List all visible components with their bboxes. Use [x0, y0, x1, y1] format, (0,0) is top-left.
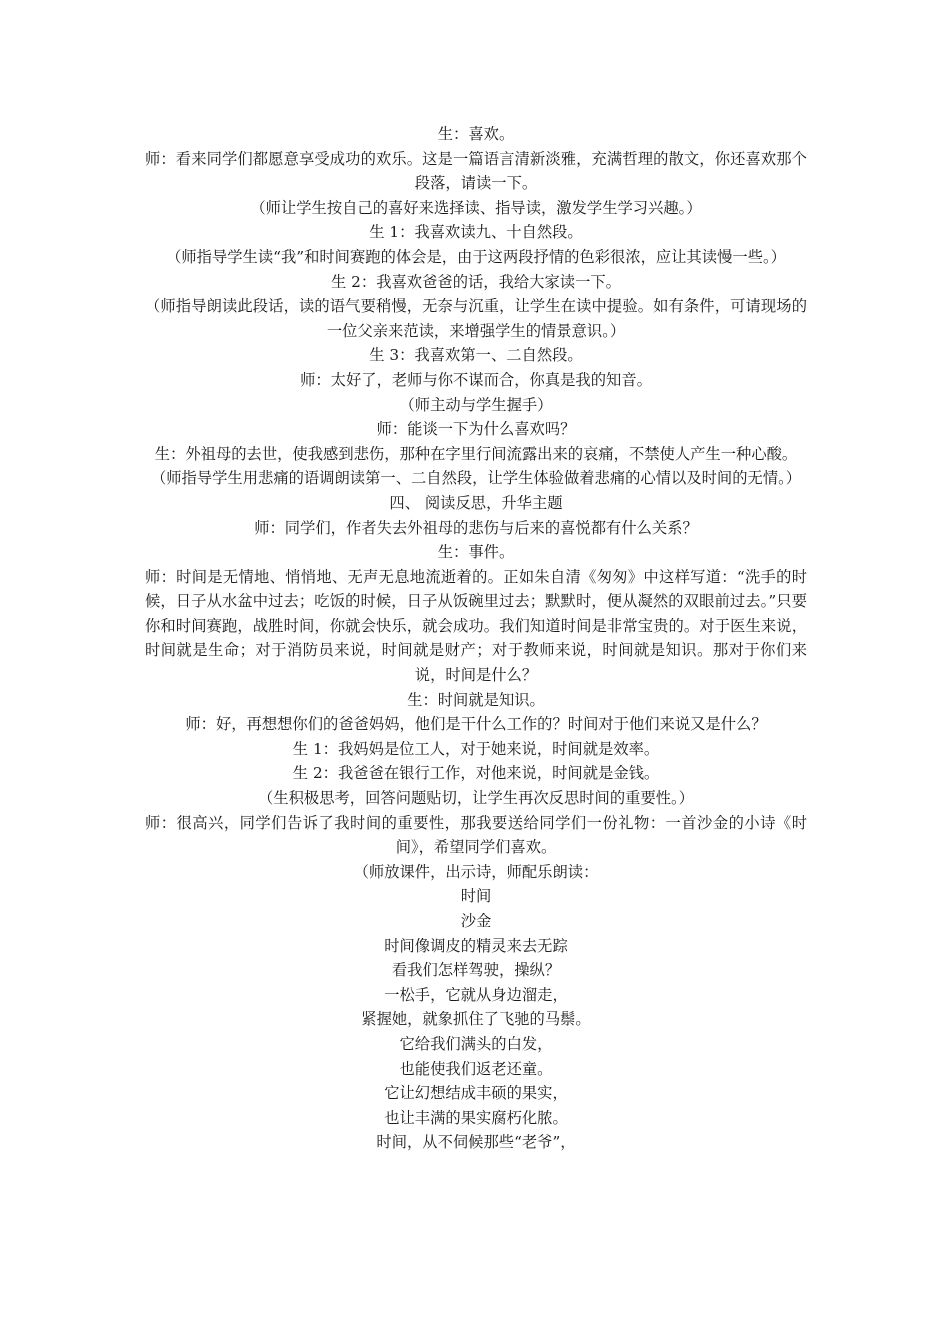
stage-note: （生积极思考，回答问题贴切，让学生再次反思时间的重要性。） — [258, 789, 694, 808]
stage-note: （师让学生按自己的喜好来选择读、指导读，激发学生学习兴趣。） — [250, 198, 702, 217]
dialogue-line: 生 1：我喜欢读九、十自然段。 — [369, 223, 583, 242]
poem-author: 沙金 — [460, 912, 492, 930]
teacher-line: 师：能谈一下为什么喜欢吗？ — [376, 420, 576, 439]
dialogue-line: 生：外祖母的去世，使我感到悲伤，那种在字里行间流露出来的哀痛，不禁使人产生一种心酸。 — [154, 444, 798, 463]
stage-note: （师主动与学生握手） — [399, 395, 553, 414]
teacher-line: 师：太好了，老师与你不谋而合，你真是我的知音。 — [300, 370, 652, 389]
document-page — [145, 122, 807, 1155]
dialogue-line: 生 2：我喜欢爸爸的话，我给大家读一下。 — [331, 272, 621, 291]
dialogue-line: 生 3：我喜欢第一、二自然段。 — [369, 346, 583, 365]
stage-note: （师指导学生读“我”和时间赛跑的体会是，由于这两段抒情的色彩很浓，应让其读慢一些。） — [166, 247, 786, 266]
poem-line: 紧握她，就象抓住了飞驰的马鬃。 — [361, 1010, 591, 1029]
poem-line: 也让丰满的果实腐朽化脓。 — [384, 1108, 568, 1127]
stage-note: （师放课件，出示诗，师配乐朗读： — [353, 862, 599, 881]
poem-line: 时间，从不伺候那些“老爷”， — [376, 1133, 576, 1152]
teacher-line: 师：同学们，作者失去外祖母的悲伤与后来的喜悦都有什么关系？ — [254, 518, 698, 537]
poem-line: 也能使我们返老还童。 — [399, 1059, 553, 1078]
dialogue-line: 生：喜欢。 — [437, 125, 515, 143]
poem-line: 时间像调皮的精灵来去无踪 — [384, 936, 568, 955]
dialogue-line: 生：事件。 — [437, 543, 515, 562]
dialogue-line: 生 2：我爸爸在银行工作，对他来说，时间就是金钱。 — [292, 764, 660, 783]
section-heading: 四、 阅读反思，升华主题 — [389, 493, 563, 512]
poem-line: 它让幻想结成丰硕的果实， — [384, 1084, 568, 1103]
dialogue-line: 生：时间就是知识。 — [407, 690, 545, 709]
teacher-line: 师：看来同学们都愿意享受成功的欢乐。这是一篇语言清新淡雅，充满哲理的散文，你还喜欢那个段落，请读一下。 — [145, 149, 807, 193]
poem-title: 时间 — [460, 887, 492, 906]
teacher-line: 师：好，再想想你们的爸爸妈妈，他们是干什么工作的？时间对于他们来说又是什么？ — [185, 715, 767, 734]
poem-line: 看我们怎样驾驶，操纵？ — [391, 961, 561, 980]
teacher-line: 师：很高兴，同学们告诉了我时间的重要性，那我要送给同学们一份礼物：一首沙金的小诗《时间》，希望同学们喜欢。 — [145, 813, 807, 857]
stage-note: （师指导学生用悲痛的语调朗读第一、二自然段，让学生体验做着悲痛的心情以及时间的无情。） — [150, 469, 802, 488]
teacher-paragraph: 师：时间是无情地、悄悄地、无声无息地流逝着的。正如朱自清《匆匆》中这样写道：“洗手的时候，日子从水盆中过去；吃饭的时候，日子从饭碗里过去；默默时，便从凝然的双眼前过去。”只要你和时间赛跑，战胜时间，你就会快乐，就会成功。我们知道时间是非常宝贵的。对于医生来说，时间就是生命；对于消防员来说，时间就是财产；对于教师来说，时间就是知识。那对于你们来说，时间是什么？ — [145, 567, 807, 685]
poem-line: 一松手，它就从身边溜走， — [384, 985, 568, 1004]
poem-line: 它给我们满头的白发， — [399, 1034, 553, 1053]
dialogue-line: 生 1：我妈妈是位工人，对于她来说，时间就是效率。 — [292, 739, 660, 758]
stage-note: （师指导朗读此段话，读的语气要稍慢，无奈与沉重，让学生在读中提验。如有条件，可请现场的一位父亲来范读，来增强学生的情景意识。） — [145, 297, 807, 340]
